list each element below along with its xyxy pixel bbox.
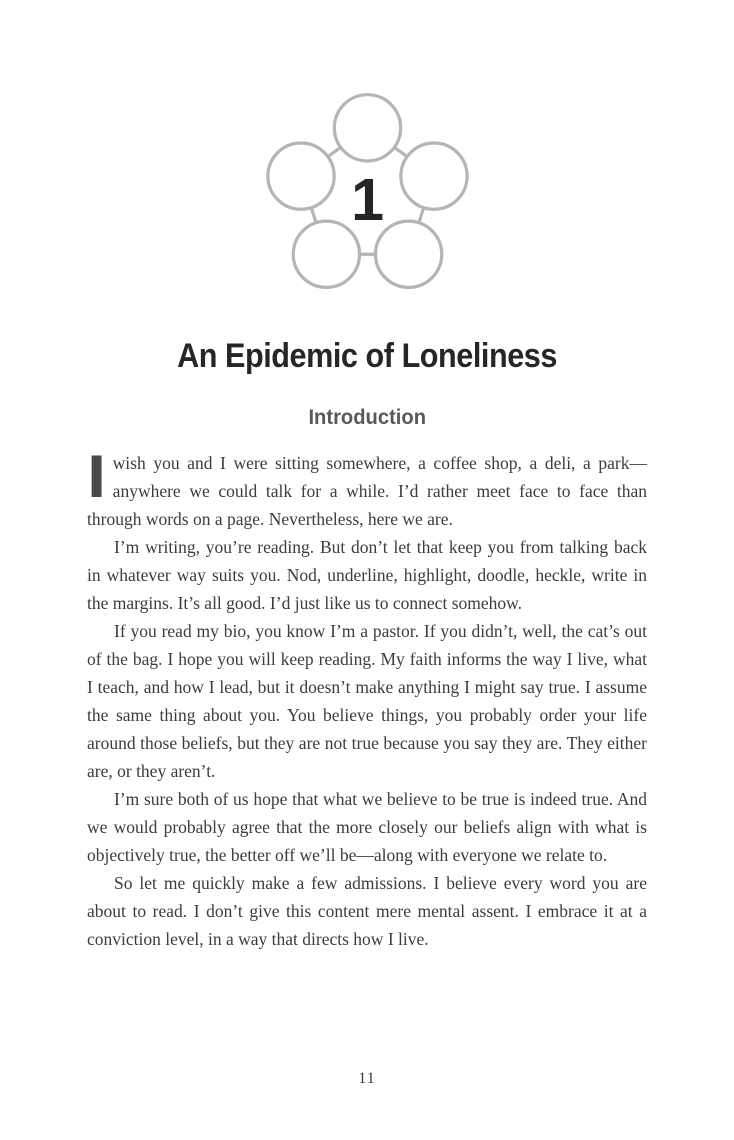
- paragraph-text: I’m writing, you’re reading. But don’t let that keep you from talking back in whatever way suits you. Nod, underline, highlight, doodle, heckle, write in the margins. It’s all good. I’d just like us to connect somehow.: [87, 537, 647, 613]
- body-paragraph: [87, 617, 647, 785]
- body-paragraph: [87, 785, 647, 869]
- circle-top: [334, 95, 400, 161]
- circle-right: [400, 143, 466, 209]
- body-paragraph: [87, 443, 647, 533]
- page-number: 11: [358, 1070, 376, 1087]
- paragraph-text: So let me quickly make a few admissions. I believe every word you are about to read. I don’t give this content mere mental assent. I embrace it at a conviction level, in a way that directs how I live.: [87, 873, 647, 949]
- body-paragraph: [87, 869, 647, 953]
- chapter-title: An Epidemic of Loneliness: [177, 337, 557, 375]
- circle-left: [267, 143, 333, 209]
- circle-bottom-left: [293, 221, 359, 287]
- chapter-ornament: [260, 92, 475, 307]
- chapter-number: 1: [350, 166, 384, 234]
- section-heading: Introduction: [308, 406, 426, 429]
- five-circles-pentagon-icon: [260, 92, 475, 307]
- body-paragraph: [87, 533, 647, 617]
- circle-bottom-right: [375, 221, 441, 287]
- paragraph-text: I’m sure both of us hope that what we believe to be true is indeed true. And we would probably agree that the more closely our beliefs align with what is objectively true, the better off we’ll be—along with everyone we relate to.: [87, 789, 647, 865]
- drop-cap: I: [87, 443, 107, 510]
- body-text: [87, 443, 647, 953]
- paragraph-text: wish you and I were sitting somewhere, a coffee shop, a deli, a park—anywhere we could talk for a while. I’d rather meet face to face than through words on a page. Nevertheless, here we are.: [87, 453, 647, 529]
- paragraph-text: If you read my bio, you know I’m a pastor. If you didn’t, well, the cat’s out of the bag. I hope you will keep reading. My faith informs the way I live, what I teach, and how I lead, but it doesn’t make anything I might say true. I assume the same thing about you. You believe things, you probably order your life around those beliefs, but they are not true because you say they are. They either are, or they aren’t.: [87, 621, 647, 781]
